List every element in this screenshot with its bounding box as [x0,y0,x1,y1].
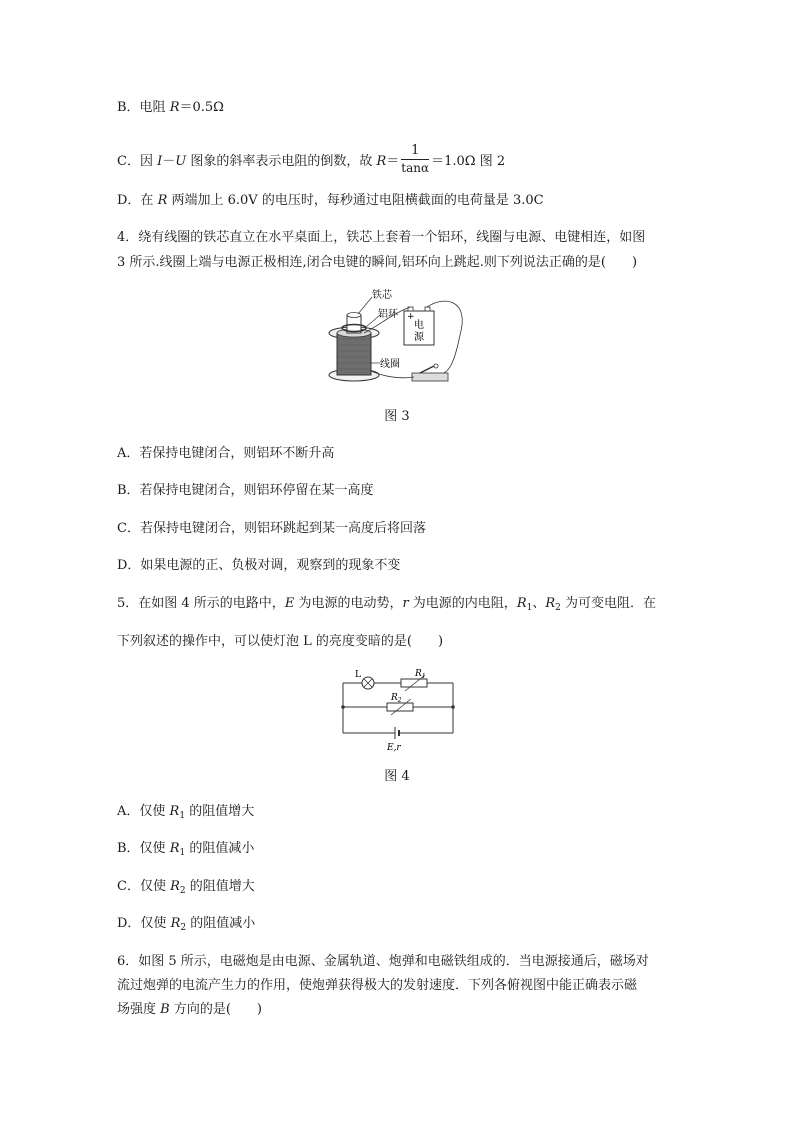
switch-base [412,373,448,381]
lamp-label: L [355,670,361,680]
q5-option-d [117,915,255,937]
option-text: A．仅使 [117,804,170,819]
q6-stem-line-1: 6．如图 5 所示，电磁炮是由电源、金属轨道、炮弹和电磁铁组成的．当电源接通后，磁场对 [117,954,649,969]
stem-text: 5．在如图 4 所示的电路中， [117,596,285,611]
label-iron-core: 铁芯 [372,290,392,301]
option-text: 图象的斜率表示电阻的倒数，故 [186,154,377,169]
q5-option-c [117,878,255,900]
var-r1: R [516,596,527,611]
q5-stem-line-2: 下列叙述的操作中，可以使灯泡 L 的亮度变暗的是( ) [117,634,444,649]
var-r2: R [545,596,556,611]
option-text: B．仅使 [117,841,170,856]
var-r: R [169,804,180,819]
stem-text: 为电源的内电阻， [408,596,517,611]
stem-text: 为电源的电动势， [294,596,403,611]
separator: 、 [532,596,546,611]
stem-text: 场强度 [117,1002,161,1017]
label-coil: 线圈 [380,359,400,370]
fraction-numerator: 1 [401,143,429,160]
source-label-2: 源 [414,332,424,343]
option-text: D．在 [117,193,158,208]
q4-stem-line-1: 4．绕有线圈的铁芯直立在水平桌面上，铁芯上套着一个铝环，线圈与电源、电键相连，如图 [117,230,646,245]
var-u: U [175,154,187,169]
figure-3-caption: 图 3 [384,409,410,424]
subscript: 2 [179,886,186,896]
subscript: 2 [180,923,187,933]
fraction-denominator: tanα [401,161,430,175]
option-text: 的阻值增大 [185,879,255,894]
stem-text: 方向的是( ) [169,1002,262,1017]
q6-stem-line-3 [117,1001,262,1019]
q3-option-c [117,145,505,178]
option-text: 的阻值增大 [185,804,255,819]
var-r: R [157,193,168,208]
var-b: B [160,1002,170,1017]
var-r: R [170,879,180,894]
r2-label: $R_2$ [391,693,402,704]
battery-label: E,r [387,743,401,753]
plus-sign: + [407,312,415,322]
q6-stem-line-2: 流过炮弹的电流产生力的作用，使炮弹获得极大的发射速度．下列各俯视图中能正确表示磁 [117,978,638,993]
var-r-small: r [402,596,409,611]
q4-stem-line-2: 3 所示.线圈上端与电源正极相连,闭合电键的瞬间,铝环向上跳起.则下列说法正确的是( ) [117,255,638,270]
option-text: 的阻值减小 [185,841,255,856]
label-aluminium-ring: 铝环 [378,309,398,320]
source-label-1: 电 [414,320,424,331]
fraction [401,143,429,176]
figure-3-coil-diagram [320,285,480,395]
figure-4-circuit-diagram [335,665,465,755]
option-text: D．仅使 [117,916,171,931]
resistor-r1 [401,679,427,687]
q5-option-a [117,803,254,825]
var-i: I [157,154,163,169]
q3-option-b [117,99,224,117]
equals: ＝ [386,154,400,169]
subscript: 2 [555,603,561,613]
figure-4-caption: 图 4 [384,769,410,784]
q3-option-d [117,192,544,210]
dash: － [162,154,176,169]
option-text: 两端加上 6.0V 的电压时，每秒通过电阻横截面的电荷量是 3.0C [167,193,544,208]
stem-text: 为可变电阻．在 [560,596,657,611]
resistor-r2 [387,703,413,711]
switch-lever [420,365,436,373]
q5-option-b [117,840,254,862]
option-text: B．电阻 [117,100,170,115]
subscript: 1 [179,811,186,821]
var-e: E [284,596,295,611]
option-text: C．仅使 [117,879,171,894]
var-r: R [376,154,387,169]
q4-option-b: B．若保持电键闭合，则铝环停留在某一高度 [117,483,374,498]
subscript: 1 [526,603,533,613]
var-r: R [169,100,180,115]
option-text: ＝1.0Ω 图 2 [431,154,506,169]
var-r: R [169,841,180,856]
q4-option-d: D．如果电源的正、负极对调，观察到的现象不变 [117,558,401,573]
q5-stem-line-1 [117,595,656,617]
q4-option-a: A．若保持电键闭合，则铝环不断升高 [117,446,335,461]
var-r: R [170,916,181,931]
r1-label: $R_1$ [415,669,426,680]
subscript: 1 [179,848,186,858]
q4-option-c: C．若保持电键闭合，则铝环跳起到某一高度后将回落 [117,521,426,536]
option-text: ＝0.5Ω [179,100,224,115]
option-text: C．因 [117,154,158,169]
option-text: 的阻值减小 [186,916,256,931]
